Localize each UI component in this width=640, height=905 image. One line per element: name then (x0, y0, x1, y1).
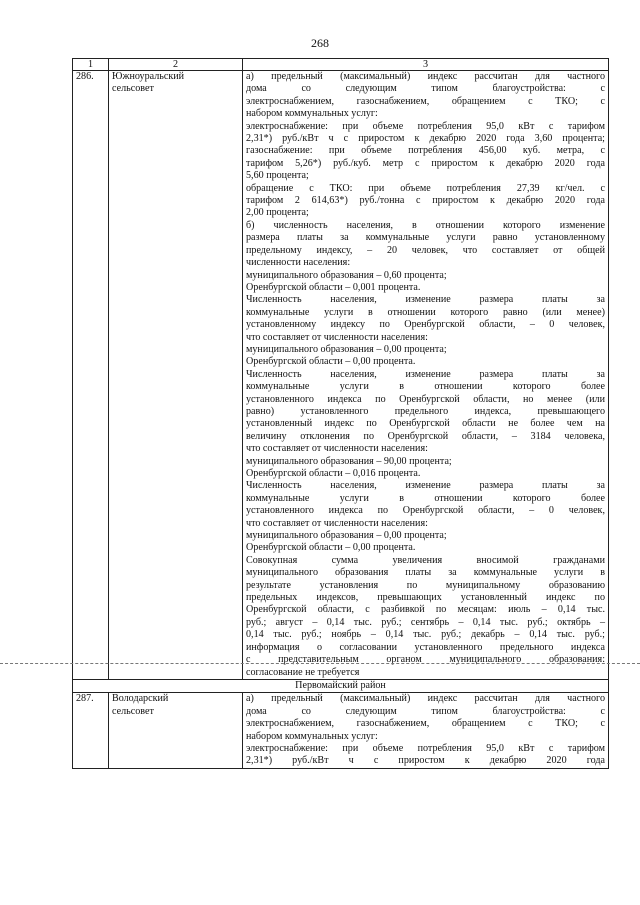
text-line: муниципального образования – 0,00 процента; (246, 343, 447, 355)
text-line: Оренбургской области – 0,00 процента. (246, 356, 416, 368)
municipality-name (109, 71, 243, 680)
table-row (73, 693, 609, 768)
text-line: предельному индексу, – 20 человек, что составляет от общей (246, 244, 605, 256)
text-line: согласование не требуется (246, 666, 360, 678)
text-line: муниципального образования платы за коммунальные услуги в (246, 567, 605, 579)
text-line: муниципального образования – 90,00 процента; (246, 455, 452, 467)
header-col-2: 2 (109, 59, 243, 71)
text-line: а) предельный (максимальный) индекс рассчитан для частного (246, 693, 605, 705)
text-line: коммунальные услуги в отношении которого равно (или менее) (246, 306, 605, 318)
municipality-name-line: сельсовет (112, 705, 154, 717)
text-line: дома со следующим типом благоустройства: с (246, 83, 605, 95)
header-col-3: 3 (243, 59, 609, 71)
district-row (73, 679, 609, 692)
text-line: информация о согласовании установленного предельного индекса (246, 641, 605, 653)
text-line: дома со следующим типом благоустройства: с (246, 705, 605, 717)
text-line: тарифом 5,26*) руб./куб. метр с приростом к декабрю 2020 года (246, 157, 605, 169)
text-line: величину отклонения по Оренбургской области, – 3184 человека, (246, 430, 605, 442)
text-line: а) предельный (максимальный) индекс рассчитан для частного (246, 71, 605, 82)
municipality-name-line: Южноуральский (112, 71, 185, 82)
text-line: газоснабжение: при объеме потребления 456,00 куб. метра, с (246, 145, 605, 157)
municipality-name-line: Володарский (112, 693, 169, 705)
text-line: Оренбургской области – 0,001 процента. (246, 281, 421, 293)
text-line: 2,31*) руб./кВт ч с приростом к декабрю 2020 года (246, 755, 605, 767)
scan-fold-line (0, 663, 640, 664)
text-line: тарифом 2 614,63*) руб./тонна с приростом к декабрю 2020 года (246, 195, 605, 207)
text-line: 2,00 процента; (246, 207, 309, 219)
text-line: муниципального образования – 0,60 процента; (246, 269, 447, 281)
text-line: установленному индексу по Оренбургской области, – 0 человек, (246, 319, 605, 331)
table-header-row (73, 59, 609, 71)
text-line: результате установления по муниципальному образованию (246, 579, 605, 591)
text-line: что составляет от численности населения: (246, 517, 428, 529)
index-description (243, 693, 609, 768)
text-line: коммунальные услуги в отношении которого более (246, 492, 605, 504)
row-number: 287. (73, 693, 109, 768)
text-line: Оренбургской области – 0,00 процента. (246, 542, 416, 554)
text-line: установленного индекса по Оренбургской области, – 0 человек, (246, 505, 605, 517)
row-number: 286. (73, 71, 109, 680)
text-line: 0,14 тыс. руб.; ноябрь – 0,14 тыс. руб.; декабрь – 0,14 тыс. руб.; (246, 629, 605, 641)
page-number: 268 (311, 36, 329, 50)
text-line: набором коммунальных услуг: (246, 730, 378, 742)
text-line: 5,60 процента; (246, 170, 309, 182)
text-line: электроснабжением, газоснабжением, обращением с ТКО; с (246, 95, 605, 107)
text-line: Численность населения, изменение размера платы за (246, 294, 605, 306)
text-line: электроснабжение: при объеме потребления 95,0 кВт с тарифом (246, 742, 605, 754)
district-title: Первомайский район (73, 679, 609, 692)
text-line: с представительным органом муниципального образования: (246, 654, 605, 666)
text-line: Оренбургской области – 0,016 процента. (246, 468, 421, 479)
text-line: размера платы за коммунальные услуги равно установленному (246, 232, 605, 244)
text-line: численности населения: (246, 257, 351, 269)
text-line: Оренбургской области, с разбивкой по месяцам: июль – 0,14 тыс. (246, 604, 605, 616)
text-line: Численность населения, изменение размера платы за (246, 480, 605, 492)
text-line: электроснабжение: при объеме потребления 95,0 кВт с тарифом (246, 120, 605, 132)
text-line: 2,31*) руб./кВт ч с приростом к декабрю 2020 года 3,60 процента; (246, 133, 605, 145)
text-line: обращение с ТКО: при объеме потребления 27,39 кг/чел. с (246, 182, 605, 194)
text-line: установленного индекса по Оренбургской области, но менее (или (246, 393, 605, 405)
text-line: что составляет от численности населения: (246, 331, 428, 343)
header-col-1: 1 (73, 59, 109, 71)
text-line: коммунальные услуги в отношении которого более (246, 381, 605, 393)
table-row (73, 71, 609, 680)
text-line: предельных индексов, превышающих установленный индекс по (246, 592, 605, 604)
municipality-name (109, 693, 243, 768)
text-line: что составляет от численности населения: (246, 443, 428, 455)
municipality-name-line: сельсовет (112, 83, 154, 95)
index-description (243, 71, 609, 680)
text-line: муниципального образования – 0,00 процента; (246, 530, 447, 542)
text-line: б) численность населения, в отношении которого изменение (246, 219, 605, 231)
text-line: Численность населения, изменение размера платы за (246, 368, 605, 380)
text-line: набором коммунальных услуг: (246, 108, 378, 120)
text-line: Совокупная сумма увеличения вносимой гражданами (246, 554, 605, 566)
text-line: электроснабжением, газоснабжением, обращением с ТКО; с (246, 718, 605, 730)
text-line: равно) установленного предельного индекса, превышающего (246, 405, 605, 417)
text-line: руб.; август – 0,14 тыс. руб.; сентябрь – 0,14 тыс. руб.; октябрь – (246, 616, 605, 628)
text-line: установленный индекс по Оренбургской области не более чем на (246, 418, 605, 430)
